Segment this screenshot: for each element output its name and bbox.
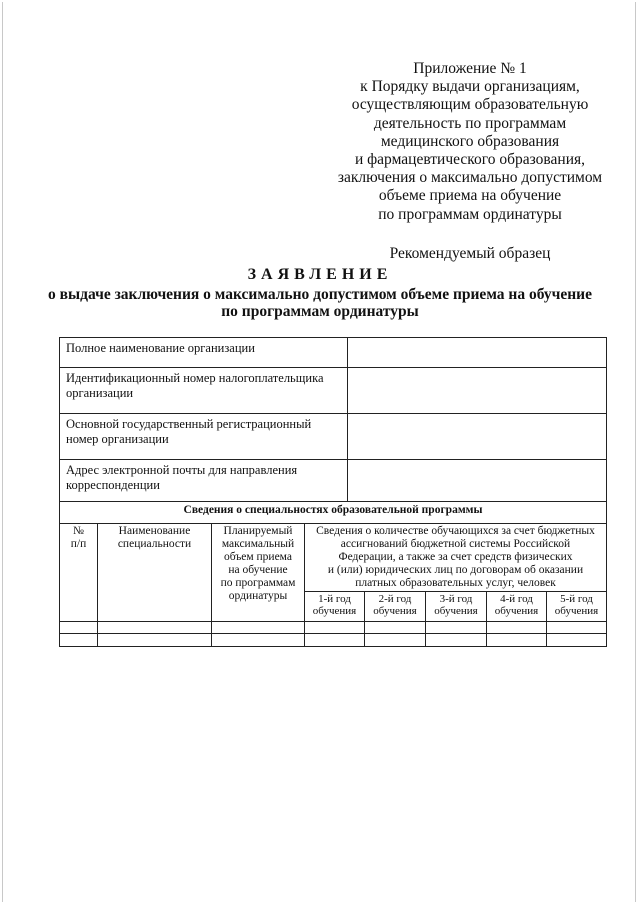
field-value-full-name[interactable] [348, 338, 607, 368]
appendix-line: объеме приема на обучение [378, 187, 562, 205]
table-cell[interactable] [365, 634, 426, 647]
table-row [60, 634, 607, 647]
field-value-ogrn[interactable] [348, 414, 607, 460]
header-year-1: 1-й год обучения [305, 592, 365, 622]
appendix-line: деятельность по программам [373, 114, 567, 132]
table-cell[interactable] [487, 622, 547, 634]
section-title-row [60, 502, 607, 524]
table-row [60, 622, 607, 634]
header-specialty-name: Наименование специальности [98, 524, 212, 622]
field-label-full-name: Полное наименование организации [60, 338, 348, 368]
field-label-email: Адрес электронной почты для направления корреспонденции [60, 460, 348, 502]
appendix-line: к Порядку выдачи организациям, [360, 78, 580, 96]
header-number: № п/п [60, 524, 98, 622]
table-cell[interactable] [426, 622, 487, 634]
table-cell[interactable] [487, 634, 547, 647]
table-row [60, 460, 607, 502]
appendix-line: по программам ординатуры [378, 205, 562, 223]
header-year-3: 3-й год обучения [426, 592, 487, 622]
section-title: Сведения о специальностях образовательной программы [60, 502, 607, 524]
table-cell[interactable] [212, 634, 305, 647]
appendix-line: заключения о максимально допустимом [337, 169, 603, 187]
field-label-ogrn: Основной государственный регистрационный номер организации [60, 414, 348, 460]
table-cell[interactable] [212, 622, 305, 634]
header-planned-volume: Планируемый максимальный объем приема на обучение по программам ординатуры [212, 524, 305, 622]
table-cell[interactable] [98, 622, 212, 634]
table-cell[interactable] [305, 622, 365, 634]
document-subtitle [0, 286, 640, 320]
header-year-2: 2-й год обучения [365, 592, 426, 622]
table-cell[interactable] [305, 634, 365, 647]
appendix-header [300, 60, 640, 263]
sample-label: Рекомендуемый образец [389, 244, 551, 262]
appendix-line: осуществляющим образовательную [351, 96, 589, 114]
table-cell[interactable] [98, 634, 212, 647]
header-row [60, 524, 607, 592]
specialties-table [59, 501, 607, 647]
header-students-info: Сведения о количестве обучающихся за счет бюджетных ассигнований бюджетной системы Российской Федерации, а также за счет средств физических и (или) юридических лиц по договорам об оказании платных образовательных услуг, человек [305, 524, 607, 592]
subtitle-line: по программам ординатуры [221, 303, 419, 320]
subtitle-line: о выдаче заключения о максимально допустимом объеме приема на обучение [48, 286, 592, 303]
table-cell[interactable] [365, 622, 426, 634]
table-cell[interactable] [547, 634, 607, 647]
header-year-5: 5-й год обучения [547, 592, 607, 622]
table-cell[interactable] [547, 622, 607, 634]
table-row [60, 338, 607, 368]
appendix-line: медицинского образования [380, 132, 560, 150]
table-row [60, 368, 607, 414]
table-cell[interactable] [60, 634, 98, 647]
document-title: ЗАЯВЛЕНИЕ [247, 266, 393, 283]
table-cell[interactable] [60, 622, 98, 634]
field-value-email[interactable] [348, 460, 607, 502]
header-year-4: 4-й год обучения [487, 592, 547, 622]
table-row [60, 414, 607, 460]
appendix-line: и фармацевтического образования, [354, 151, 586, 169]
appendix-line: Приложение № 1 [413, 60, 527, 77]
table-cell[interactable] [426, 634, 487, 647]
field-label-inn: Идентификационный номер налогоплательщика организации [60, 368, 348, 414]
field-value-inn[interactable] [348, 368, 607, 414]
organization-info-table [59, 337, 607, 502]
